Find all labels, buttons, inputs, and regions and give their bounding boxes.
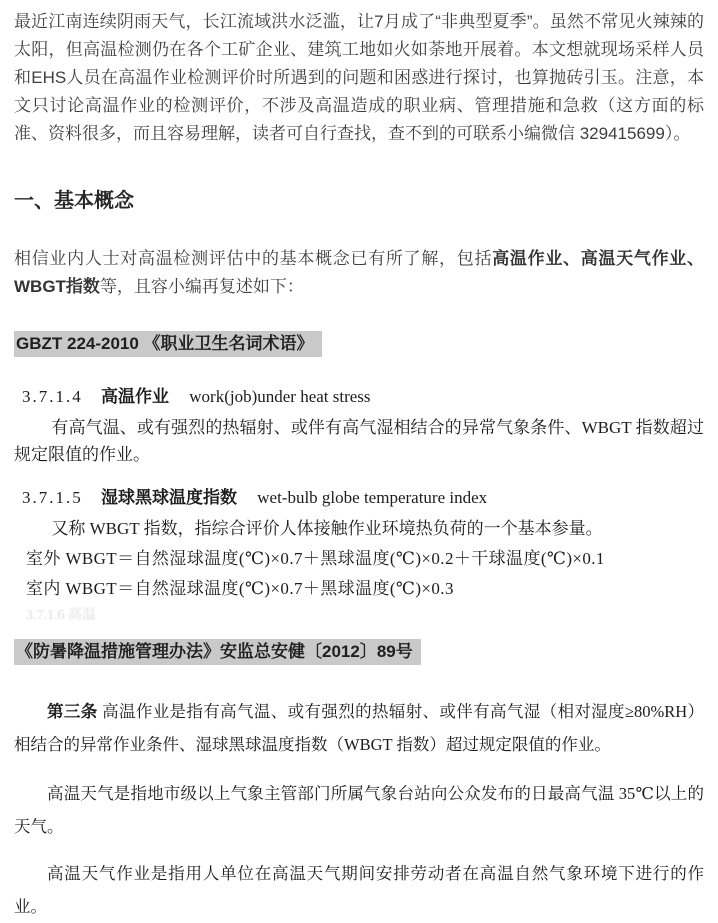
term-number: 3.7.1.5 [22,488,83,507]
article3-text: 高温作业是指有高气温、或有强烈的热辐射、或伴有高气湿（相对湿度≥80%RH）相结合的异常作业条件、湿球黑球温度指数（WBGT 指数）超过规定限值的作业。 [14,702,704,754]
term-zh: 高温作业 [101,387,169,406]
intro-paragraph: 最近江南连续阴雨天气，长江流域洪水泛滥，让7月成了“非典型夏季”。虽然不常见火辣辣的太阳，但高温检测仍在各个工矿企业、建筑工地如火如荼地开展着。本文想就现场采样人员和EHS人员在高温作业检测评价时所遇到的问题和困惑进行探讨，也算抛砖引玉。注意，本文只讨论高温作业的检测评价，不涉及高温造成的职业病、管理措施和急救（这方面的标准、资料很多，而且容易理解，读者可自行查找，查不到的可联系小编微信 329415699）。 [14,12,704,143]
definition-text-3714: 有高气温、或有强烈的热辐射、或伴有高气湿相结合的异常气象条件、WBGT 指数超过规定限值的作业。 [14,418,704,464]
formula-indoor-wbgt: 室内 WBGT＝自然湿球温度(℃)×0.7＋黑球温度(℃)×0.3 [26,579,454,598]
standard-title-gbzt-label: GBZT 224-2010 《职业卫生名词术语》 [14,331,322,357]
concepts-bold-terms: 高温作业、高温天气作业、WBGT指数 [14,249,705,296]
scanned-standard-excerpt [14,383,704,623]
concepts-suffix: 等，且容小编再复述如下： [99,277,304,296]
standard-title-fangshu-label: 《防暑降温措施管理办法》安监总安健〔2012〕89号 [14,639,421,665]
article3-paragraph [14,695,704,761]
definition-item-3715 [14,484,704,511]
concepts-prefix: 相信业内人士对高温检测评估中的基本概念已有所了解，包括 [14,249,493,268]
standard-title-fangshu [14,639,704,665]
concepts-paragraph [14,245,704,301]
section-heading-basic-concepts: 一、基本概念 [14,190,134,212]
formula-outdoor-wbgt: 室外 WBGT＝自然湿球温度(℃)×0.7＋黑球温度(℃)×0.2＋干球温度(℃)×0.1 [26,549,605,568]
term-en: wet-bulb globe temperature index [257,488,488,507]
hot-weather-paragraph: 高温天气是指地市级以上气象主管部门所属气象台站向公众发布的日最高气温 35℃以上的天气。 [14,784,704,836]
article3-label: 第三条 [47,702,103,721]
term-zh: 湿球黑球温度指数 [101,488,237,507]
scan-cutoff-fragment: 3.7.1.6 高温 [26,608,96,623]
standard-title-gbzt [14,331,704,357]
definition-item-3714 [14,383,704,410]
definition-text-3715: 又称 WBGT 指数，指综合评价人体接触作业环境热负荷的一个基本参量。 [51,519,603,538]
hot-weather-work-paragraph: 高温天气作业是指用人单位在高温天气期间安排劳动者在高温自然气象环境下进行的作业。 [14,864,704,916]
term-en: work(job)under heat stress [189,387,371,406]
term-number: 3.7.1.4 [22,387,83,406]
